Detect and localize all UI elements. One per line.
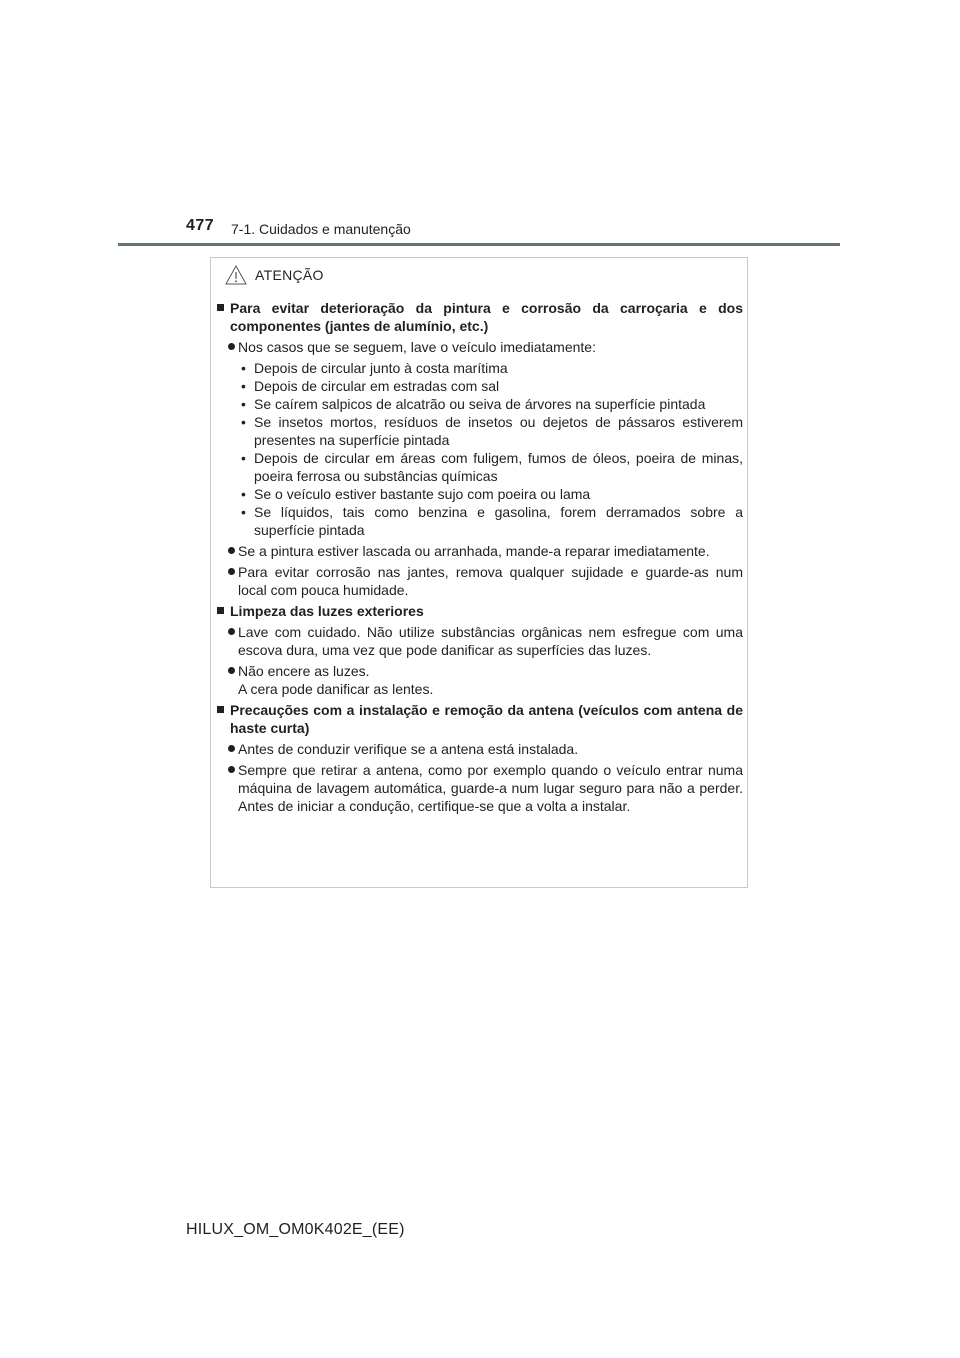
dot-bullet-icon: • [241, 504, 246, 520]
circle-bullet-icon [228, 563, 238, 599]
warning-header [225, 262, 324, 288]
dot-bullet-icon: • [241, 378, 246, 394]
list-item-line: Não encere as luzes. [238, 663, 370, 679]
sub-list-item: • Se líquidos, tais como benzina e gasolina, forem derramados sobre a superfície pintada [238, 503, 743, 539]
sub-list-item: • Depois de circular em áreas com fuligem, fumos de óleos, poeira de minas, poeira ferrosa ou substâncias químicas [238, 449, 743, 485]
header-divider [118, 243, 840, 246]
list-item: Lave com cuidado. Não utilize substâncias orgânicas nem esfregue com uma escova dura, uma vez que pode danificar as superfícies das luzes. [228, 623, 743, 659]
list-item [228, 662, 743, 698]
square-bullet-icon [217, 299, 230, 335]
sub-list-item: • Depois de circular em estradas com sal [238, 377, 743, 395]
warning-triangle-icon [225, 264, 247, 286]
warning-box [210, 257, 748, 888]
sub-list-item: • Se insetos mortos, resíduos de insetos ou dejetos de pássaros estiverem presentes na superfície pintada [238, 413, 743, 449]
circle-bullet-icon [228, 623, 238, 659]
dot-bullet-icon: • [241, 396, 246, 412]
square-bullet-icon [217, 701, 230, 737]
sub-list-item: • Depois de circular junto à costa marítima [238, 359, 743, 377]
section-title: 7-1. Cuidados e manutenção [231, 221, 411, 237]
dot-bullet-icon: • [241, 486, 246, 502]
warning-title: ATENÇÃO [255, 267, 324, 283]
page-number: 477 [186, 217, 215, 234]
dot-bullet-icon: • [241, 360, 246, 376]
list-item: Sempre que retirar a antena, como por exemplo quando o veículo entrar numa máquina de lavagem automática, guarde-a num lugar seguro para não a perder. Antes de iniciar a condução, certifique-se que a volta a instalar. [228, 761, 743, 815]
circle-bullet-icon [228, 542, 238, 560]
circle-bullet-icon [228, 740, 238, 758]
dot-bullet-icon: • [241, 450, 246, 466]
sub-list-item: • Se caírem salpicos de alcatrão ou seiva de árvores na superfície pintada [238, 395, 743, 413]
list-item: Nos casos que se seguem, lave o veículo imediatamente: [228, 338, 743, 356]
square-bullet-icon [217, 602, 230, 620]
circle-bullet-icon [228, 761, 238, 815]
section-heading: Para evitar deterioração da pintura e corrosão da carroçaria e dos componentes (jantes de alumínio, etc.) [217, 299, 743, 335]
circle-bullet-icon [228, 662, 238, 698]
circle-bullet-icon [228, 338, 238, 356]
document-code: HILUX_OM_OM0K402E_(EE) [186, 1221, 405, 1238]
list-item-line: A cera pode danificar as lentes. [238, 681, 434, 697]
sub-list-item: • Se o veículo estiver bastante sujo com poeira ou lama [238, 485, 743, 503]
warning-content [217, 299, 743, 818]
list-item: Se a pintura estiver lascada ou arranhada, mande-a reparar imediatamente. [228, 542, 743, 560]
section-heading: Limpeza das luzes exteriores [217, 602, 743, 620]
dot-bullet-icon: • [241, 414, 246, 430]
sub-list [238, 359, 743, 539]
list-item: Antes de conduzir verifique se a antena está instalada. [228, 740, 743, 758]
section-heading: Precauções com a instalação e remoção da antena (veículos com antena de haste curta) [217, 701, 743, 737]
list-item: Para evitar corrosão nas jantes, remova qualquer sujidade e guarde-as num local com pouca humidade. [228, 563, 743, 599]
